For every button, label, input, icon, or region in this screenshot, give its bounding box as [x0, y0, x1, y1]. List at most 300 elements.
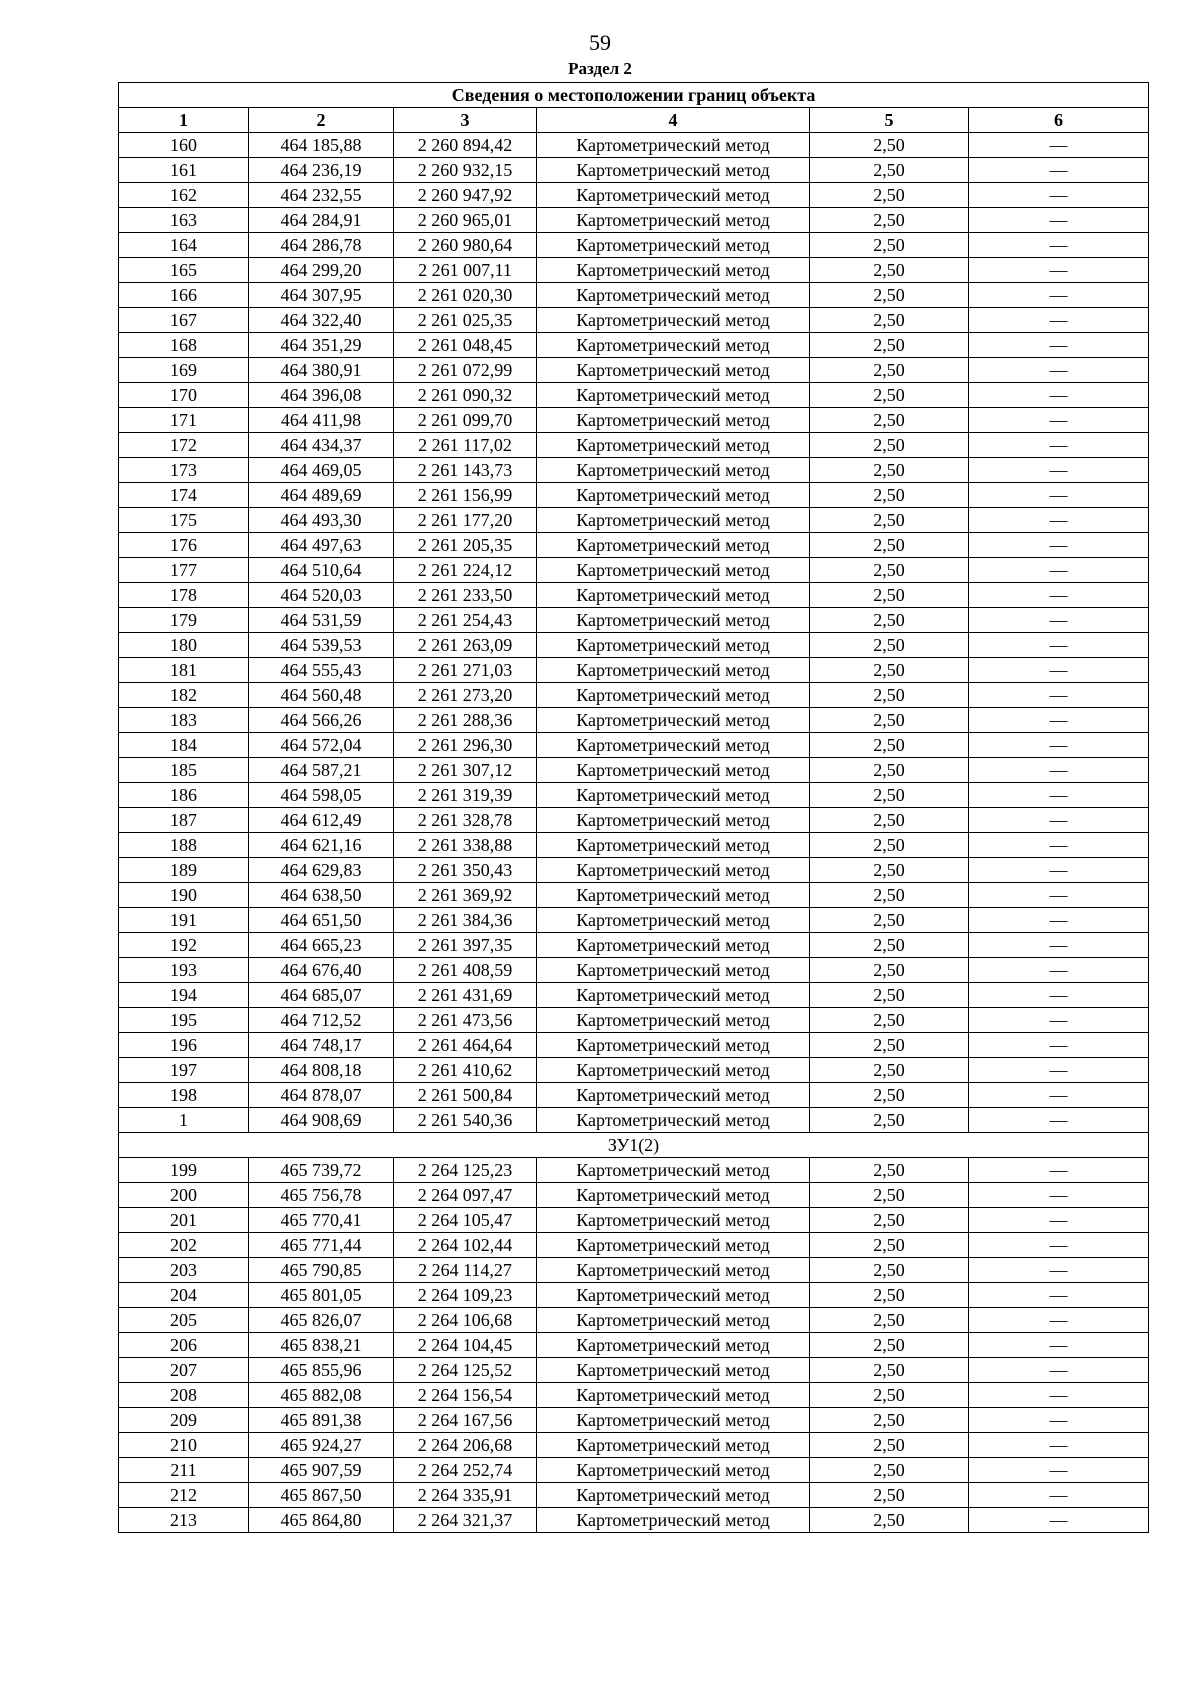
method-cell: Картометрический метод: [537, 358, 810, 383]
x-coordinate-cell: 465 924,27: [249, 1433, 394, 1458]
accuracy-cell: 2,50: [810, 1158, 969, 1183]
x-coordinate-cell: 465 771,44: [249, 1233, 394, 1258]
table-row: [119, 633, 1149, 658]
x-coordinate-cell: 464 651,50: [249, 908, 394, 933]
method-cell: Картометрический метод: [537, 533, 810, 558]
method-cell: Картометрический метод: [537, 1408, 810, 1433]
x-coordinate-cell: 465 756,78: [249, 1183, 394, 1208]
method-cell: Картометрический метод: [537, 658, 810, 683]
y-coordinate-cell: 2 264 109,23: [394, 1283, 537, 1308]
table-row: [119, 333, 1149, 358]
table-row: [119, 1358, 1149, 1383]
point-number-cell: 208: [119, 1383, 249, 1408]
description-cell: —: [969, 533, 1149, 558]
accuracy-cell: 2,50: [810, 658, 969, 683]
y-coordinate-cell: 2 264 167,56: [394, 1408, 537, 1433]
table-row: [119, 608, 1149, 633]
description-cell: —: [969, 1008, 1149, 1033]
method-cell: Картометрический метод: [537, 933, 810, 958]
accuracy-cell: 2,50: [810, 1408, 969, 1433]
x-coordinate-cell: 464 236,19: [249, 158, 394, 183]
x-coordinate-cell: 465 855,96: [249, 1358, 394, 1383]
y-coordinate-cell: 2 261 233,50: [394, 583, 537, 608]
description-cell: —: [969, 733, 1149, 758]
x-coordinate-cell: 464 878,07: [249, 1083, 394, 1108]
accuracy-cell: 2,50: [810, 1033, 969, 1058]
x-coordinate-cell: 465 891,38: [249, 1408, 394, 1433]
x-coordinate-cell: 464 396,08: [249, 383, 394, 408]
description-cell: —: [969, 1508, 1149, 1533]
accuracy-cell: 2,50: [810, 383, 969, 408]
description-cell: —: [969, 1233, 1149, 1258]
accuracy-cell: 2,50: [810, 408, 969, 433]
point-number-cell: 166: [119, 283, 249, 308]
description-cell: —: [969, 1083, 1149, 1108]
method-cell: Картометрический метод: [537, 883, 810, 908]
y-coordinate-cell: 2 260 980,64: [394, 233, 537, 258]
y-coordinate-cell: 2 261 273,20: [394, 683, 537, 708]
table-row: [119, 1433, 1149, 1458]
x-coordinate-cell: 464 621,16: [249, 833, 394, 858]
table-row: [119, 483, 1149, 508]
y-coordinate-cell: 2 261 224,12: [394, 558, 537, 583]
table-title: Сведения о местоположении границ объекта: [119, 83, 1149, 108]
description-cell: —: [969, 458, 1149, 483]
point-number-cell: 1: [119, 1108, 249, 1133]
y-coordinate-cell: 2 261 007,11: [394, 258, 537, 283]
point-number-cell: 205: [119, 1308, 249, 1333]
x-coordinate-cell: 464 587,21: [249, 758, 394, 783]
description-cell: —: [969, 833, 1149, 858]
method-cell: Картометрический метод: [537, 133, 810, 158]
description-cell: —: [969, 408, 1149, 433]
point-number-cell: 202: [119, 1233, 249, 1258]
table-row: [119, 1258, 1149, 1283]
table-row: [119, 1033, 1149, 1058]
y-coordinate-cell: 2 260 965,01: [394, 208, 537, 233]
point-number-cell: 176: [119, 533, 249, 558]
accuracy-cell: 2,50: [810, 1458, 969, 1483]
point-number-cell: 183: [119, 708, 249, 733]
description-cell: —: [969, 208, 1149, 233]
x-coordinate-cell: 464 284,91: [249, 208, 394, 233]
x-coordinate-cell: 464 638,50: [249, 883, 394, 908]
x-coordinate-cell: 465 739,72: [249, 1158, 394, 1183]
point-number-cell: 179: [119, 608, 249, 633]
accuracy-cell: 2,50: [810, 508, 969, 533]
description-cell: —: [969, 883, 1149, 908]
point-number-cell: 184: [119, 733, 249, 758]
method-cell: Картометрический метод: [537, 283, 810, 308]
y-coordinate-cell: 2 261 099,70: [394, 408, 537, 433]
x-coordinate-cell: 464 322,40: [249, 308, 394, 333]
y-coordinate-cell: 2 260 947,92: [394, 183, 537, 208]
method-cell: Картометрический метод: [537, 808, 810, 833]
x-coordinate-cell: 465 838,21: [249, 1333, 394, 1358]
description-cell: —: [969, 583, 1149, 608]
point-number-cell: 211: [119, 1458, 249, 1483]
description-cell: —: [969, 508, 1149, 533]
y-coordinate-cell: 2 261 025,35: [394, 308, 537, 333]
point-number-cell: 213: [119, 1508, 249, 1533]
y-coordinate-cell: 2 264 105,47: [394, 1208, 537, 1233]
table-row: [119, 908, 1149, 933]
description-cell: —: [969, 1183, 1149, 1208]
column-header: 5: [810, 108, 969, 133]
description-cell: —: [969, 1258, 1149, 1283]
table-body: [119, 133, 1149, 1533]
table-row: [119, 133, 1149, 158]
accuracy-cell: 2,50: [810, 1233, 969, 1258]
accuracy-cell: 2,50: [810, 333, 969, 358]
group-label: ЗУ1(2): [119, 1133, 1149, 1158]
table-row: [119, 1208, 1149, 1233]
y-coordinate-cell: 2 264 106,68: [394, 1308, 537, 1333]
column-header: 2: [249, 108, 394, 133]
method-cell: Картометрический метод: [537, 608, 810, 633]
point-number-cell: 193: [119, 958, 249, 983]
x-coordinate-cell: 464 572,04: [249, 733, 394, 758]
table-row: [119, 808, 1149, 833]
point-number-cell: 206: [119, 1333, 249, 1358]
point-number-cell: 160: [119, 133, 249, 158]
accuracy-cell: 2,50: [810, 458, 969, 483]
point-number-cell: 196: [119, 1033, 249, 1058]
method-cell: Картометрический метод: [537, 758, 810, 783]
point-number-cell: 186: [119, 783, 249, 808]
x-coordinate-cell: 464 489,69: [249, 483, 394, 508]
table-row: [119, 708, 1149, 733]
description-cell: —: [969, 433, 1149, 458]
group-row: [119, 1133, 1149, 1158]
accuracy-cell: 2,50: [810, 1308, 969, 1333]
accuracy-cell: 2,50: [810, 1508, 969, 1533]
method-cell: Картометрический метод: [537, 1108, 810, 1133]
method-cell: Картометрический метод: [537, 1208, 810, 1233]
method-cell: Картометрический метод: [537, 833, 810, 858]
description-cell: —: [969, 183, 1149, 208]
y-coordinate-cell: 2 261 408,59: [394, 958, 537, 983]
x-coordinate-cell: 464 286,78: [249, 233, 394, 258]
x-coordinate-cell: 464 808,18: [249, 1058, 394, 1083]
y-coordinate-cell: 2 261 143,73: [394, 458, 537, 483]
description-cell: —: [969, 1158, 1149, 1183]
point-number-cell: 177: [119, 558, 249, 583]
y-coordinate-cell: 2 261 410,62: [394, 1058, 537, 1083]
method-cell: Картометрический метод: [537, 208, 810, 233]
accuracy-cell: 2,50: [810, 358, 969, 383]
x-coordinate-cell: 464 469,05: [249, 458, 394, 483]
point-number-cell: 198: [119, 1083, 249, 1108]
x-coordinate-cell: 464 629,83: [249, 858, 394, 883]
y-coordinate-cell: 2 261 307,12: [394, 758, 537, 783]
point-number-cell: 188: [119, 833, 249, 858]
table-row: [119, 558, 1149, 583]
table-row: [119, 733, 1149, 758]
description-cell: —: [969, 983, 1149, 1008]
description-cell: —: [969, 1283, 1149, 1308]
y-coordinate-cell: 2 264 102,44: [394, 1233, 537, 1258]
table-row: [119, 458, 1149, 483]
accuracy-cell: 2,50: [810, 1008, 969, 1033]
column-header: 3: [394, 108, 537, 133]
method-cell: Картометрический метод: [537, 708, 810, 733]
method-cell: Картометрический метод: [537, 783, 810, 808]
x-coordinate-cell: 464 520,03: [249, 583, 394, 608]
y-coordinate-cell: 2 264 125,23: [394, 1158, 537, 1183]
description-cell: —: [969, 383, 1149, 408]
y-coordinate-cell: 2 261 254,43: [394, 608, 537, 633]
method-cell: Картометрический метод: [537, 1033, 810, 1058]
x-coordinate-cell: 465 826,07: [249, 1308, 394, 1333]
point-number-cell: 169: [119, 358, 249, 383]
y-coordinate-cell: 2 264 125,52: [394, 1358, 537, 1383]
x-coordinate-cell: 465 864,80: [249, 1508, 394, 1533]
x-coordinate-cell: 464 560,48: [249, 683, 394, 708]
accuracy-cell: 2,50: [810, 233, 969, 258]
description-cell: —: [969, 233, 1149, 258]
description-cell: —: [969, 1333, 1149, 1358]
boundary-coordinates-table: [118, 82, 1149, 1533]
accuracy-cell: 2,50: [810, 558, 969, 583]
description-cell: —: [969, 808, 1149, 833]
accuracy-cell: 2,50: [810, 283, 969, 308]
method-cell: Картометрический метод: [537, 558, 810, 583]
point-number-cell: 174: [119, 483, 249, 508]
x-coordinate-cell: 464 510,64: [249, 558, 394, 583]
table-row: [119, 783, 1149, 808]
description-cell: —: [969, 1483, 1149, 1508]
accuracy-cell: 2,50: [810, 933, 969, 958]
y-coordinate-cell: 2 264 097,47: [394, 1183, 537, 1208]
method-cell: Картометрический метод: [537, 383, 810, 408]
y-coordinate-cell: 2 261 271,03: [394, 658, 537, 683]
point-number-cell: 190: [119, 883, 249, 908]
description-cell: —: [969, 1033, 1149, 1058]
method-cell: Картометрический метод: [537, 1258, 810, 1283]
accuracy-cell: 2,50: [810, 1058, 969, 1083]
point-number-cell: 195: [119, 1008, 249, 1033]
method-cell: Картометрический метод: [537, 1233, 810, 1258]
y-coordinate-cell: 2 264 321,37: [394, 1508, 537, 1533]
x-coordinate-cell: 465 770,41: [249, 1208, 394, 1233]
method-cell: Картометрический метод: [537, 1083, 810, 1108]
accuracy-cell: 2,50: [810, 533, 969, 558]
description-cell: —: [969, 158, 1149, 183]
accuracy-cell: 2,50: [810, 1258, 969, 1283]
table-row: [119, 208, 1149, 233]
accuracy-cell: 2,50: [810, 808, 969, 833]
description-cell: —: [969, 1433, 1149, 1458]
accuracy-cell: 2,50: [810, 1333, 969, 1358]
method-cell: Картометрический метод: [537, 983, 810, 1008]
y-coordinate-cell: 2 264 156,54: [394, 1383, 537, 1408]
point-number-cell: 162: [119, 183, 249, 208]
method-cell: Картометрический метод: [537, 583, 810, 608]
method-cell: Картометрический метод: [537, 408, 810, 433]
y-coordinate-cell: 2 261 384,36: [394, 908, 537, 933]
method-cell: Картометрический метод: [537, 508, 810, 533]
table-title-row: [119, 83, 1149, 108]
x-coordinate-cell: 464 555,43: [249, 658, 394, 683]
y-coordinate-cell: 2 261 540,36: [394, 1108, 537, 1133]
table-row: [119, 1083, 1149, 1108]
description-cell: —: [969, 958, 1149, 983]
point-number-cell: 203: [119, 1258, 249, 1283]
method-cell: Картометрический метод: [537, 1183, 810, 1208]
point-number-cell: 165: [119, 258, 249, 283]
method-cell: Картометрический метод: [537, 433, 810, 458]
method-cell: Картометрический метод: [537, 1008, 810, 1033]
y-coordinate-cell: 2 261 350,43: [394, 858, 537, 883]
table-row: [119, 1383, 1149, 1408]
description-cell: —: [969, 258, 1149, 283]
x-coordinate-cell: 464 351,29: [249, 333, 394, 358]
description-cell: —: [969, 133, 1149, 158]
description-cell: —: [969, 908, 1149, 933]
table-row: [119, 1183, 1149, 1208]
x-coordinate-cell: 464 665,23: [249, 933, 394, 958]
column-header: 4: [537, 108, 810, 133]
column-number-row: [119, 108, 1149, 133]
method-cell: Картометрический метод: [537, 183, 810, 208]
point-number-cell: 191: [119, 908, 249, 933]
accuracy-cell: 2,50: [810, 133, 969, 158]
description-cell: —: [969, 283, 1149, 308]
y-coordinate-cell: 2 264 114,27: [394, 1258, 537, 1283]
description-cell: —: [969, 308, 1149, 333]
accuracy-cell: 2,50: [810, 1358, 969, 1383]
x-coordinate-cell: 464 712,52: [249, 1008, 394, 1033]
point-number-cell: 163: [119, 208, 249, 233]
method-cell: Картометрический метод: [537, 258, 810, 283]
method-cell: Картометрический метод: [537, 333, 810, 358]
table-row: [119, 183, 1149, 208]
table-row: [119, 533, 1149, 558]
point-number-cell: 170: [119, 383, 249, 408]
y-coordinate-cell: 2 261 205,35: [394, 533, 537, 558]
table-row: [119, 933, 1149, 958]
method-cell: Картометрический метод: [537, 633, 810, 658]
description-cell: —: [969, 683, 1149, 708]
table-row: [119, 408, 1149, 433]
x-coordinate-cell: 464 411,98: [249, 408, 394, 433]
description-cell: —: [969, 658, 1149, 683]
point-number-cell: 175: [119, 508, 249, 533]
point-number-cell: 171: [119, 408, 249, 433]
description-cell: —: [969, 1358, 1149, 1383]
page-number: 59: [589, 30, 611, 55]
point-number-cell: 182: [119, 683, 249, 708]
y-coordinate-cell: 2 261 431,69: [394, 983, 537, 1008]
method-cell: Картометрический метод: [537, 1058, 810, 1083]
y-coordinate-cell: 2 261 072,99: [394, 358, 537, 383]
y-coordinate-cell: 2 264 104,45: [394, 1333, 537, 1358]
description-cell: —: [969, 1408, 1149, 1433]
table-row: [119, 1108, 1149, 1133]
description-cell: —: [969, 933, 1149, 958]
x-coordinate-cell: 465 882,08: [249, 1383, 394, 1408]
table-row: [119, 1333, 1149, 1358]
point-number-cell: 192: [119, 933, 249, 958]
y-coordinate-cell: 2 261 288,36: [394, 708, 537, 733]
table-row: [119, 983, 1149, 1008]
table-row: [119, 1458, 1149, 1483]
point-number-cell: 161: [119, 158, 249, 183]
x-coordinate-cell: 464 299,20: [249, 258, 394, 283]
description-cell: —: [969, 633, 1149, 658]
description-cell: —: [969, 1308, 1149, 1333]
method-cell: Картометрический метод: [537, 1458, 810, 1483]
point-number-cell: 168: [119, 333, 249, 358]
method-cell: Картометрический метод: [537, 1283, 810, 1308]
method-cell: Картометрический метод: [537, 1433, 810, 1458]
accuracy-cell: 2,50: [810, 608, 969, 633]
y-coordinate-cell: 2 261 464,64: [394, 1033, 537, 1058]
method-cell: Картометрический метод: [537, 483, 810, 508]
accuracy-cell: 2,50: [810, 1108, 969, 1133]
accuracy-cell: 2,50: [810, 783, 969, 808]
section-title: Раздел 2: [568, 59, 632, 78]
description-cell: —: [969, 1058, 1149, 1083]
x-coordinate-cell: 465 907,59: [249, 1458, 394, 1483]
x-coordinate-cell: 464 307,95: [249, 283, 394, 308]
accuracy-cell: 2,50: [810, 708, 969, 733]
description-cell: —: [969, 1458, 1149, 1483]
description-cell: —: [969, 1208, 1149, 1233]
accuracy-cell: 2,50: [810, 308, 969, 333]
method-cell: Картометрический метод: [537, 1333, 810, 1358]
description-cell: —: [969, 558, 1149, 583]
x-coordinate-cell: 464 497,63: [249, 533, 394, 558]
accuracy-cell: 2,50: [810, 758, 969, 783]
table-row: [119, 1008, 1149, 1033]
point-number-cell: 187: [119, 808, 249, 833]
table-row: [119, 258, 1149, 283]
x-coordinate-cell: 465 790,85: [249, 1258, 394, 1283]
method-cell: Картометрический метод: [537, 308, 810, 333]
y-coordinate-cell: 2 261 319,39: [394, 783, 537, 808]
method-cell: Картометрический метод: [537, 458, 810, 483]
point-number-cell: 185: [119, 758, 249, 783]
description-cell: —: [969, 358, 1149, 383]
y-coordinate-cell: 2 260 894,42: [394, 133, 537, 158]
method-cell: Картометрический метод: [537, 958, 810, 983]
accuracy-cell: 2,50: [810, 583, 969, 608]
point-number-cell: 204: [119, 1283, 249, 1308]
accuracy-cell: 2,50: [810, 1433, 969, 1458]
x-coordinate-cell: 464 531,59: [249, 608, 394, 633]
table-row: [119, 1283, 1149, 1308]
accuracy-cell: 2,50: [810, 1383, 969, 1408]
x-coordinate-cell: 464 434,37: [249, 433, 394, 458]
table-row: [119, 508, 1149, 533]
point-number-cell: 172: [119, 433, 249, 458]
y-coordinate-cell: 2 260 932,15: [394, 158, 537, 183]
point-number-cell: 209: [119, 1408, 249, 1433]
point-number-cell: 178: [119, 583, 249, 608]
x-coordinate-cell: 464 380,91: [249, 358, 394, 383]
description-cell: —: [969, 483, 1149, 508]
y-coordinate-cell: 2 261 369,92: [394, 883, 537, 908]
x-coordinate-cell: 465 867,50: [249, 1483, 394, 1508]
accuracy-cell: 2,50: [810, 958, 969, 983]
x-coordinate-cell: 464 566,26: [249, 708, 394, 733]
description-cell: —: [969, 1108, 1149, 1133]
accuracy-cell: 2,50: [810, 183, 969, 208]
accuracy-cell: 2,50: [810, 833, 969, 858]
table-row: [119, 233, 1149, 258]
